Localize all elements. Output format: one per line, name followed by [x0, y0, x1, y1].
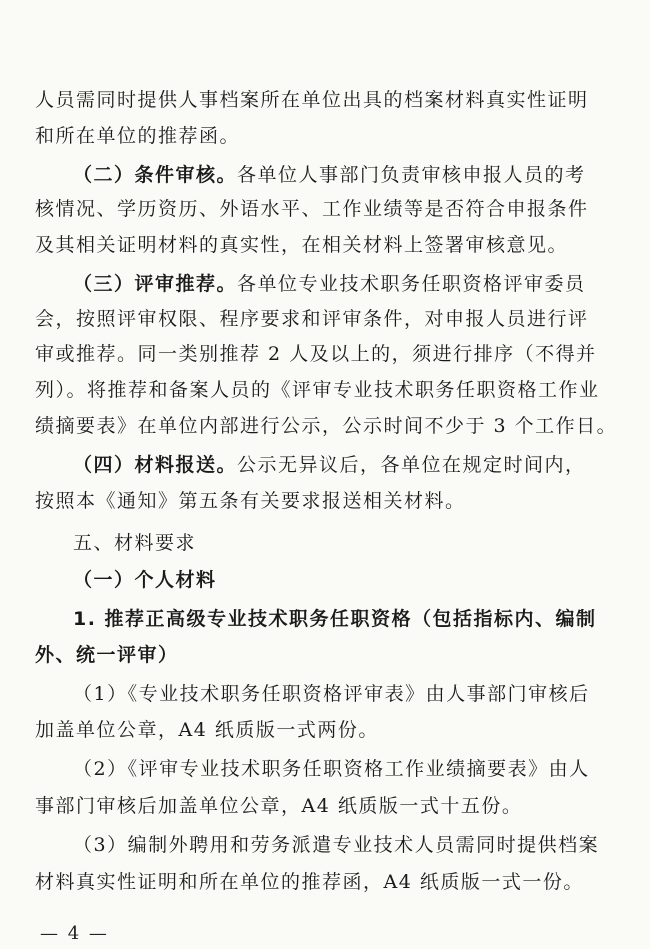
text-line	[35, 794, 522, 818]
text-line	[73, 607, 597, 631]
page-number: — 4 —	[40, 923, 109, 944]
text-line	[73, 682, 590, 706]
text-segment: （3）编制外聘用和劳务派遣专业技术人员需同时提供档案	[73, 834, 600, 856]
text-line	[35, 718, 379, 742]
text-line	[73, 757, 590, 781]
text-segment: 和所在单位的推荐函。	[35, 125, 241, 147]
text-line	[73, 833, 599, 857]
text-segment: 核情况、学历资历、外语水平、工作业绩等是否符合申报条件	[35, 198, 589, 220]
text-segment: 列）。将推荐和备案人员的《评审专业技术职务任职资格工作业	[35, 379, 600, 401]
text-line	[73, 568, 217, 592]
text-segment: 五、材料要求	[73, 532, 197, 554]
text-line	[35, 342, 597, 366]
text-segment: 事部门审核后加盖单位公章，A4 纸质版一式十五份。	[35, 795, 523, 817]
text-line	[73, 531, 196, 555]
text-line	[73, 453, 586, 477]
text-segment: 各单位人事部门负责审核申报人员的考	[237, 164, 586, 186]
text-segment: 绩摘要表》在单位内部进行公示，公示时间不少于 3 个工作日。	[35, 415, 618, 437]
text-segment: （1）《专业技术职务任职资格评审表》由人事部门审核后	[73, 683, 590, 705]
text-line	[73, 163, 586, 187]
text-segment: 审或推荐。同一类别推荐 2 人及以上的，须进行排序（不得并	[35, 343, 597, 365]
text-segment: 各单位专业技术职务任职资格评审委员	[237, 273, 586, 295]
text-line	[35, 124, 240, 148]
text-segment: 公示无异议后，各单位在规定时间内，	[237, 454, 586, 476]
bold-text-segment: （一）个人材料	[73, 569, 217, 591]
text-segment: 按照本《通知》第五条有关要求报送相关材料。	[35, 490, 466, 512]
text-segment: 人员需同时提供人事档案所在单位出具的档案材料真实性证明	[35, 89, 589, 111]
text-line	[35, 870, 584, 894]
text-line	[35, 643, 179, 667]
text-line	[73, 272, 586, 296]
text-line	[35, 233, 568, 257]
text-segment: 及其相关证明材料的真实性，在相关材料上签署审核意见。	[35, 234, 569, 256]
text-segment: 会，按照评审权限、程序要求和评审条件，对申报人员进行评	[35, 308, 589, 330]
bold-text-segment: （三）评审推荐。	[73, 273, 238, 295]
text-line	[35, 489, 466, 513]
text-segment: 加盖单位公章，A4 纸质版一式两份。	[35, 719, 379, 741]
bold-text-segment: （四）材料报送。	[73, 454, 238, 476]
bold-text-segment: 1. 推荐正高级专业技术职务任职资格（包括指标内、编制	[73, 608, 597, 630]
text-segment: 材料真实性证明和所在单位的推荐函，A4 纸质版一式一份。	[35, 871, 584, 893]
text-line	[35, 307, 589, 331]
text-line	[35, 414, 617, 438]
text-line	[35, 197, 589, 221]
text-segment: （2）《评审专业技术职务任职资格工作业绩摘要表》由人	[73, 758, 590, 780]
text-line	[35, 88, 589, 112]
text-line	[35, 378, 600, 402]
bold-text-segment: （二）条件审核。	[73, 164, 238, 186]
bold-text-segment: 外、统一评审）	[35, 644, 179, 666]
